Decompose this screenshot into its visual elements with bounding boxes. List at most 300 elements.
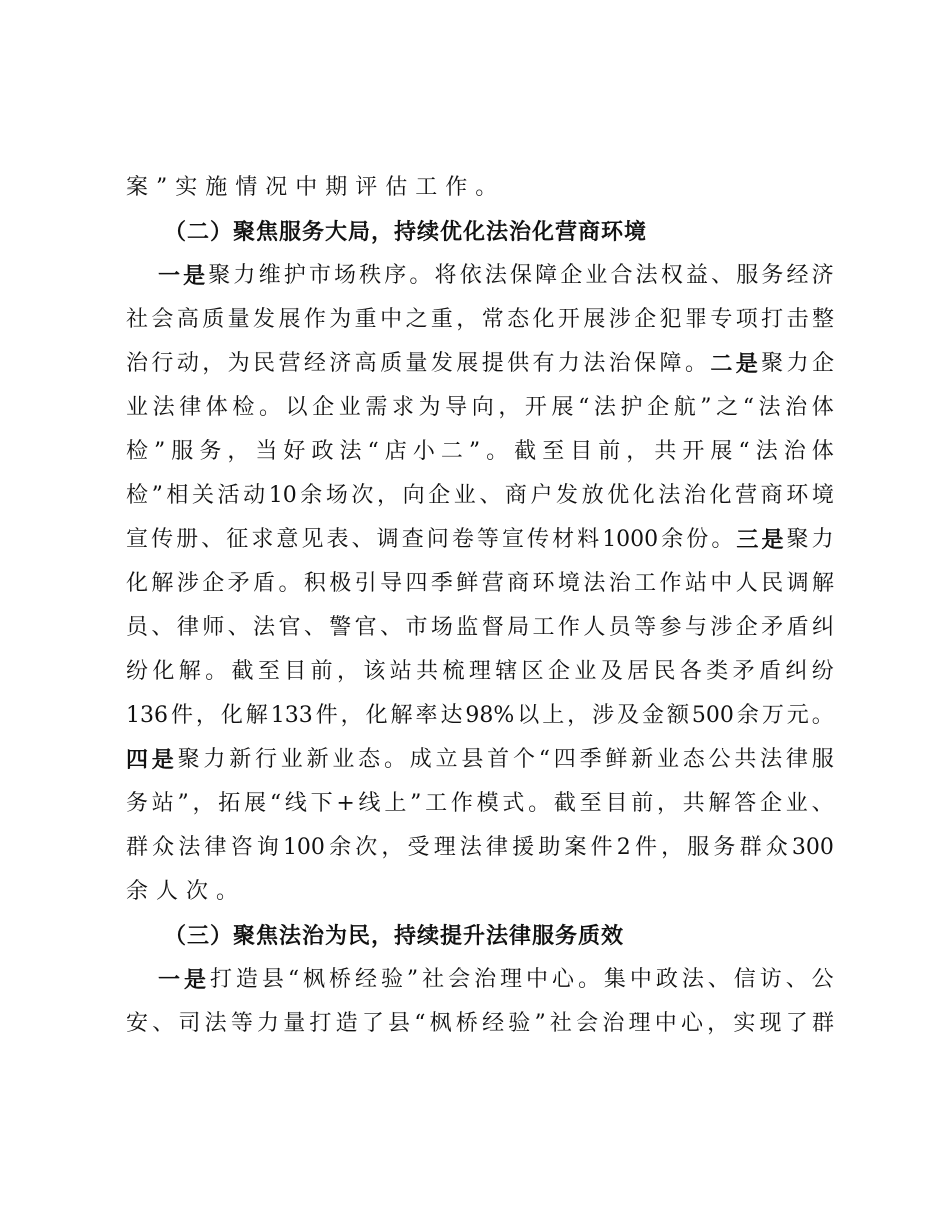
char: 务	[126, 791, 149, 816]
char: 境	[557, 571, 580, 596]
char: 次	[351, 483, 374, 508]
char: 营	[278, 351, 301, 376]
char: 业	[585, 263, 608, 288]
char: 作	[557, 615, 580, 640]
char: 人	[583, 615, 606, 640]
char: 企	[811, 351, 834, 376]
char: 盾	[786, 615, 809, 640]
char: 犯	[659, 307, 682, 332]
char: 至	[257, 659, 280, 684]
char: 至	[579, 791, 602, 816]
bold-lead-char: 是	[735, 351, 758, 377]
bold-lead-char: 一	[158, 967, 181, 993]
bold-lead-char: 二	[710, 351, 733, 377]
char: 余	[329, 835, 352, 860]
char: “	[287, 967, 300, 992]
char: 额	[666, 703, 689, 728]
char: 线	[284, 791, 307, 816]
char: 访	[759, 967, 782, 992]
char: 量	[283, 1011, 306, 1036]
char: 及	[617, 703, 640, 728]
char: 。	[811, 703, 834, 728]
char: 、	[152, 1011, 175, 1036]
char: 力	[811, 527, 834, 552]
char: 截	[514, 439, 537, 464]
line-text: 余人次。	[126, 879, 247, 904]
text-line	[126, 1002, 834, 1046]
char: 前	[631, 791, 654, 816]
char: 检	[232, 395, 255, 420]
char: 站	[151, 791, 174, 816]
char: 新	[229, 747, 252, 772]
char: 企	[760, 791, 783, 816]
char: 动	[243, 483, 266, 508]
char: ，	[498, 395, 521, 420]
char: 务	[713, 835, 736, 860]
char: 了	[361, 1011, 384, 1036]
char: 以	[285, 395, 308, 420]
char: 聚	[761, 351, 784, 376]
char: “	[578, 395, 590, 420]
char: 治	[785, 395, 808, 420]
char: 律	[179, 395, 202, 420]
char: 商	[507, 571, 530, 596]
char: 法	[339, 439, 362, 464]
char: 、	[811, 791, 834, 816]
char: 聚	[208, 263, 231, 288]
char: ，	[381, 835, 404, 860]
char: ”	[177, 791, 189, 816]
char: +	[336, 791, 355, 816]
bold-lead-char: 是	[183, 263, 206, 289]
char: 境	[811, 483, 834, 508]
text-line	[126, 606, 834, 650]
char: 业	[338, 395, 361, 420]
char: 1000	[602, 527, 659, 552]
char: 众	[765, 835, 788, 860]
section-heading	[164, 210, 647, 254]
char: 行	[151, 351, 174, 376]
char: 、	[785, 967, 808, 992]
char: 法	[152, 395, 175, 420]
char: ”	[406, 967, 419, 992]
char: 企	[312, 395, 335, 420]
char: ，	[192, 791, 215, 816]
char: 业	[656, 747, 679, 772]
char: 导	[445, 395, 468, 420]
char: 。	[577, 967, 600, 992]
char: 次	[355, 835, 378, 860]
char: 调	[786, 571, 809, 596]
char: 涉	[176, 571, 199, 596]
char: 重	[354, 307, 377, 332]
char: 。	[258, 395, 281, 420]
char: 量	[227, 307, 250, 332]
char: ，	[626, 439, 649, 464]
char: ，	[707, 1011, 730, 1036]
char: 解	[390, 703, 413, 728]
char: 重	[430, 307, 453, 332]
char: ，	[195, 703, 218, 728]
char: 将	[434, 263, 457, 288]
char: ，	[567, 703, 590, 728]
char: 场	[333, 263, 356, 288]
char: 师	[202, 615, 225, 640]
char: 化	[220, 703, 243, 728]
char: 会	[151, 307, 174, 332]
char: 咨	[230, 835, 253, 860]
char: 二	[440, 439, 463, 464]
char: 好	[283, 439, 306, 464]
text-line	[126, 562, 834, 606]
char: 专	[710, 307, 733, 332]
char: 季	[430, 571, 453, 596]
bold-lead-char: 是	[761, 527, 784, 553]
char: 济	[329, 351, 352, 376]
char: 务	[761, 263, 784, 288]
char: 官	[354, 615, 377, 640]
char: 、	[227, 615, 250, 640]
char: 、	[201, 527, 224, 552]
char: ，	[656, 791, 679, 816]
char: “	[742, 395, 754, 420]
char: 治	[126, 351, 149, 376]
char: 解	[811, 571, 834, 596]
char: 首	[487, 747, 510, 772]
char: 社	[422, 967, 445, 992]
char: 极	[329, 571, 352, 596]
text-line	[126, 474, 834, 518]
char: 优	[607, 483, 630, 508]
char: 、	[303, 615, 326, 640]
char: 环	[786, 483, 809, 508]
char: 元	[786, 703, 809, 728]
char: 解	[151, 571, 174, 596]
char: 企	[202, 571, 225, 596]
char: 。	[711, 527, 734, 552]
char: 营	[735, 483, 758, 508]
char: 参	[659, 615, 682, 640]
char: 法	[760, 747, 783, 772]
char: 辖	[495, 659, 518, 684]
char: 法	[459, 835, 482, 860]
char: 余	[661, 527, 684, 552]
char: 经	[786, 263, 809, 288]
char: 查	[401, 527, 424, 552]
char: 服	[811, 747, 834, 772]
char: ，	[661, 835, 684, 860]
char: 经	[303, 351, 326, 376]
char: 工	[634, 571, 657, 596]
char: ”	[410, 791, 422, 816]
char: 检	[126, 439, 149, 464]
char: 官	[278, 615, 301, 640]
char: 局	[507, 615, 530, 640]
text-line	[158, 958, 834, 1002]
char: 开	[524, 395, 547, 420]
char: 化	[632, 483, 655, 508]
char: 督	[481, 615, 504, 640]
text-line	[158, 254, 834, 298]
char: 经	[354, 967, 377, 992]
char: 公	[811, 967, 834, 992]
char: 。	[684, 351, 707, 376]
char: 涉	[592, 703, 615, 728]
char: 。	[278, 571, 301, 596]
char: 共	[416, 659, 439, 684]
char: 鲜	[456, 571, 479, 596]
char: 式	[502, 791, 525, 816]
char: 线	[358, 791, 381, 816]
char: 个	[512, 747, 535, 772]
char: 枫	[429, 1011, 452, 1036]
char: 公	[708, 747, 731, 772]
char: 企	[560, 263, 583, 288]
char: 法	[484, 263, 507, 288]
char: 纠	[785, 659, 808, 684]
char: 法	[178, 835, 201, 860]
char: 服	[736, 263, 759, 288]
char: 矛	[761, 615, 784, 640]
char: 解	[178, 659, 201, 684]
char: 质	[380, 351, 403, 376]
char: 案	[564, 835, 587, 860]
char: 商	[760, 483, 783, 508]
char: 治	[608, 571, 631, 596]
char: 造	[335, 1011, 358, 1036]
text-line	[126, 650, 834, 694]
char: 政	[655, 967, 678, 992]
char: 经	[482, 1011, 505, 1036]
char: 导	[380, 571, 403, 596]
char: 件	[590, 835, 613, 860]
char: 。	[528, 791, 551, 816]
char: 作	[450, 791, 473, 816]
char: 权	[660, 263, 683, 288]
char: 整	[811, 307, 834, 332]
char: 133	[270, 703, 313, 728]
text-line	[126, 342, 834, 386]
char: ，	[377, 483, 400, 508]
char: 之	[716, 395, 739, 420]
char: 、	[479, 483, 502, 508]
char: 司	[178, 1011, 201, 1036]
char: “	[738, 439, 750, 464]
char: 业	[280, 747, 303, 772]
char: 化	[709, 483, 732, 508]
char: 会	[576, 1011, 599, 1036]
char: 放	[581, 483, 604, 508]
char: 共	[682, 791, 705, 816]
char: 发	[253, 307, 276, 332]
char: 群	[739, 835, 762, 860]
heading-text: （二）聚焦服务大局，持续优化法治化营商环境	[164, 219, 648, 245]
bold-lead-char: 三	[736, 527, 759, 553]
char: 律	[176, 615, 199, 640]
char: 监	[456, 615, 479, 640]
char: 。	[205, 659, 228, 684]
char: 作	[659, 571, 682, 596]
char: 保	[634, 351, 657, 376]
char: 民	[253, 351, 276, 376]
char: 份	[686, 527, 709, 552]
char: 中	[629, 967, 652, 992]
char: 体	[205, 395, 228, 420]
text-line	[126, 298, 834, 342]
char: 、	[380, 615, 403, 640]
char: 引	[354, 571, 377, 596]
char: 册	[176, 527, 199, 552]
char: 员	[608, 615, 631, 640]
char: 助	[538, 835, 561, 860]
char: 拓	[218, 791, 241, 816]
char: 法	[635, 263, 658, 288]
char: 力	[257, 1011, 280, 1036]
char: ，	[337, 659, 360, 684]
text-line	[126, 738, 834, 782]
char: 为	[418, 395, 441, 420]
char: 质	[202, 307, 225, 332]
char: 店	[384, 439, 407, 464]
char: 依	[459, 263, 482, 288]
char: 县	[461, 747, 484, 772]
char: 业	[785, 791, 808, 816]
char: 理	[468, 659, 491, 684]
char: 各	[679, 659, 702, 684]
char: 维	[258, 263, 281, 288]
char: 求	[391, 395, 414, 420]
char: 造	[235, 967, 258, 992]
line-text: 案”实施情况中期评估工作。	[126, 175, 506, 200]
char: 矛	[732, 659, 755, 684]
char: 该	[363, 659, 386, 684]
char: 小	[412, 439, 435, 464]
char: 300	[791, 835, 834, 860]
char: 法	[593, 395, 616, 420]
char: 常	[481, 307, 504, 332]
char: 场	[430, 615, 453, 640]
char: 会	[448, 967, 471, 992]
char: 及	[600, 659, 623, 684]
char: 为	[329, 307, 352, 332]
char: 态	[682, 747, 705, 772]
char: 展	[244, 791, 267, 816]
char: 打	[761, 307, 784, 332]
char: 共	[734, 747, 757, 772]
char: ，	[227, 439, 250, 464]
char: 场	[325, 483, 348, 508]
char: 上	[542, 703, 565, 728]
char: ”	[154, 439, 166, 464]
char: 法	[758, 395, 781, 420]
char: 法	[658, 483, 681, 508]
char: ”	[700, 395, 712, 420]
char: 宣	[126, 527, 149, 552]
char: 护	[283, 263, 306, 288]
char: 航	[673, 395, 696, 420]
char: ，	[340, 703, 363, 728]
char: 治	[608, 351, 631, 376]
char: 发	[556, 483, 579, 508]
char: 序	[384, 263, 407, 288]
char: 表	[326, 527, 349, 552]
char: 136	[126, 703, 168, 728]
char: 护	[620, 395, 643, 420]
char: 居	[627, 659, 650, 684]
char: 化	[152, 659, 175, 684]
char: 化	[365, 703, 388, 728]
char: 征	[226, 527, 249, 552]
char: 前	[598, 439, 621, 464]
char: 量	[405, 351, 428, 376]
char: 民	[653, 659, 676, 684]
text-line	[126, 870, 834, 914]
char: 中	[526, 967, 549, 992]
char: 区	[521, 659, 544, 684]
char: 纷	[126, 659, 149, 684]
char: 发	[430, 351, 453, 376]
char: 梳	[442, 659, 465, 684]
char: 2	[616, 835, 631, 860]
char: “	[367, 439, 379, 464]
text-line	[126, 782, 834, 826]
char: 目	[605, 791, 628, 816]
char: 桥	[455, 1011, 478, 1036]
char: 行	[254, 747, 277, 772]
char: 达	[440, 703, 463, 728]
char: 社	[126, 307, 149, 332]
char: 援	[512, 835, 535, 860]
char: 供	[507, 351, 530, 376]
char: 作	[303, 307, 326, 332]
heading-text: （三）聚焦法治为民，持续提升法律服务质效	[164, 923, 625, 949]
char: 法	[253, 615, 276, 640]
char: 共	[654, 439, 677, 464]
char: 向	[471, 395, 494, 420]
char: 受	[407, 835, 430, 860]
char: 县	[388, 1011, 411, 1036]
char: 涉	[710, 615, 733, 640]
char: 社	[549, 1011, 572, 1036]
char: 态	[358, 747, 381, 772]
char: 见	[301, 527, 324, 552]
char: 法	[583, 571, 606, 596]
char: 障	[659, 351, 682, 376]
char: 县	[261, 967, 284, 992]
char: 力	[557, 351, 580, 376]
char: ”	[151, 483, 163, 508]
char: 治	[683, 483, 706, 508]
char: 展	[456, 351, 479, 376]
char: 相	[166, 483, 189, 508]
text-line	[126, 166, 834, 210]
char: 信	[733, 967, 756, 992]
char: 工	[532, 615, 555, 640]
char: 政	[311, 439, 334, 464]
char: 意	[276, 527, 299, 552]
char: 余	[736, 703, 759, 728]
char: 检	[126, 483, 149, 508]
char: 料	[577, 527, 600, 552]
char: 集	[603, 967, 626, 992]
char: 心	[551, 967, 574, 992]
char: 营	[481, 571, 504, 596]
char: 开	[682, 439, 705, 464]
char: 民	[761, 571, 784, 596]
char: 中	[380, 307, 403, 332]
char: 前	[310, 659, 333, 684]
char: 、	[351, 527, 374, 552]
